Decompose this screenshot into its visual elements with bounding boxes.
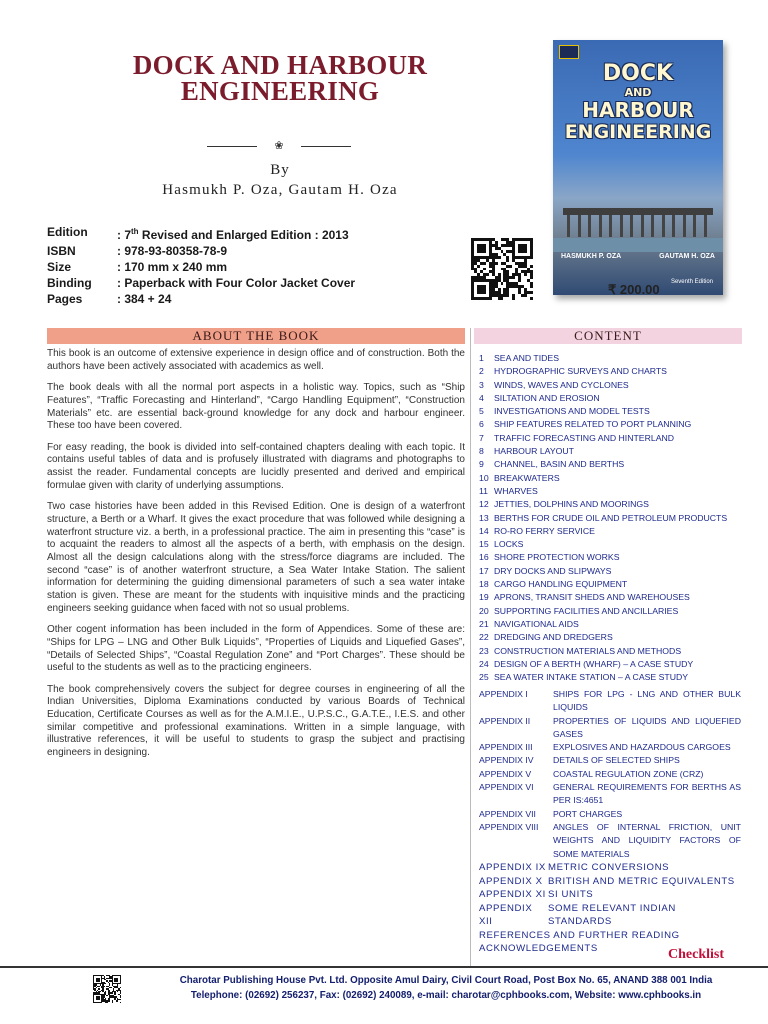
chapter-title: HARBOUR LAYOUT — [494, 446, 574, 457]
acknowledgements-item: ACKNOWLEDGEMENTS — [479, 943, 598, 954]
chapter-title: JETTIES, DOLPHINS AND MOORINGS — [494, 499, 649, 510]
chapter-title: BREAKWATERS — [494, 472, 560, 483]
authors: Hasmukh P. Oza, Gautam H. Oza — [162, 182, 398, 198]
appendix-item — [479, 821, 741, 861]
chapter-number: 5 — [479, 406, 484, 417]
appendix-number: APPENDIX III — [479, 742, 533, 753]
chapter-number: 11 — [479, 485, 489, 496]
chapter-item — [479, 591, 741, 604]
chapter-number: 6 — [479, 419, 484, 430]
appendix-number: APPENDIX II — [479, 715, 531, 726]
cover-edition: Seventh Edition — [670, 279, 713, 285]
ornament-rule-right — [301, 146, 351, 147]
appendix-title: SHIPS FOR LPG - LNG AND OTHER BULK LIQUIDS — [553, 689, 741, 713]
appendix-item — [479, 781, 741, 808]
chapter-number: 3 — [479, 379, 484, 390]
qr-code-icon[interactable] — [471, 238, 533, 300]
detail-pages — [47, 291, 467, 307]
appendix-title: ANGLES OF INTERNAL FRICTION, UNIT WEIGHTS AND LIQUIDITY FACTORS OF SOME MATERIALS — [553, 821, 741, 859]
appendix-list — [479, 688, 741, 861]
size-label: Size — [47, 260, 72, 274]
appendix-item — [479, 688, 741, 715]
chapter-title: CHANNEL, BASIN AND BERTHS — [494, 459, 625, 470]
chapter-item — [479, 512, 741, 525]
chapter-title: SEA AND TIDES — [494, 353, 560, 363]
appendix-number: APPENDIX IX — [479, 862, 546, 873]
book-title — [60, 52, 500, 104]
publisher-logo-icon — [559, 45, 579, 59]
appendix-title: METRIC CONVERSIONS — [548, 862, 670, 873]
footer-rule — [0, 966, 768, 968]
chapter-item — [479, 472, 741, 485]
size-value: : 170 mm x 240 mm — [117, 260, 228, 274]
appendix-item — [479, 754, 741, 767]
cover-author-1: HASMUKH P. OZA — [561, 253, 622, 260]
appendix-list-2 — [479, 861, 741, 956]
chapter-item — [479, 605, 741, 618]
chapter-title: WINDS, WAVES AND CYCLONES — [494, 379, 629, 390]
chapter-number: 2 — [479, 366, 484, 377]
chapter-number: 14 — [479, 525, 489, 536]
by-label: By — [270, 162, 290, 178]
chapter-number: 22 — [479, 632, 489, 643]
appendix-title: EXPLOSIVES AND HAZARDOUS CARGOES — [553, 742, 731, 753]
chapter-number: 23 — [479, 645, 489, 656]
appendix-item — [479, 902, 741, 929]
appendix-number: APPENDIX I — [479, 689, 528, 699]
appendix-item — [479, 875, 741, 889]
about-paragraph: The book comprehensively covers the subject for degree courses in engineering of all the Indian Universities, Diploma Examinations conducted by various Boards of Technical Education, Certificate Courses as well as for the A.M.I.E., U.P.S.C., G.A.T.E., I.E.S. and other similar competitive and professional examinations. Written in a simple language, with illustrative references, it will be useful to students to grasp the subject and practising engineers in designing. — [47, 683, 465, 759]
chapter-item — [479, 618, 741, 631]
chapter-title: RO-RO FERRY SERVICE — [494, 525, 595, 536]
chapter-number: 13 — [479, 512, 489, 523]
appendix-title: PROPERTIES OF LIQUIDS AND LIQUEFIED GASES — [553, 715, 741, 739]
appendix-number: APPENDIX XI — [479, 889, 546, 900]
chapter-item — [479, 578, 741, 591]
references-item: REFERENCES AND FURTHER READING — [479, 929, 680, 941]
appendix-number: APPENDIX V — [479, 768, 532, 779]
publisher-address: Charotar Publishing House Pvt. Ltd. Opposite Amul Dairy, Civil Court Road, Post Box No. 65, ANAND 388 001 India — [179, 975, 713, 986]
appendix-title: SI UNITS — [548, 889, 594, 900]
title-line-2: ENGINEERING — [180, 76, 380, 106]
chapter-list — [479, 352, 741, 684]
chapter-item — [479, 565, 741, 578]
chapter-item — [479, 365, 741, 378]
detail-size — [47, 259, 467, 275]
chapter-title: CARGO HANDLING EQUIPMENT — [494, 579, 628, 590]
chapter-number: 4 — [479, 392, 484, 403]
chapter-title: NAVIGATIONAL AIDS — [494, 618, 579, 629]
ornament-rule-left — [207, 146, 257, 147]
chapter-item — [479, 392, 741, 405]
edition-label: Edition — [47, 225, 88, 239]
chapter-title: CONSTRUCTION MATERIALS AND METHODS — [494, 645, 682, 656]
chapter-item — [479, 525, 741, 538]
chapter-item — [479, 538, 741, 551]
about-paragraph: This book is an outcome of extensive experience in design office and of construction. Both the authors have been actively associated with academics as well. — [47, 348, 465, 372]
chapter-title: SILTATION AND EROSION — [494, 392, 600, 403]
chapter-title: LOCKS — [494, 539, 524, 550]
appendix-number: APPENDIX XII — [479, 902, 533, 927]
book-details — [47, 224, 467, 307]
about-text — [47, 348, 465, 769]
appendix-title: DETAILS OF SELECTED SHIPS — [553, 755, 680, 766]
chapter-title: DRY DOCKS AND SLIPWAYS — [494, 565, 612, 576]
isbn-label: ISBN — [47, 244, 76, 258]
appendix-title: BRITISH AND METRIC EQUIVALENTS — [548, 875, 735, 887]
chapter-item — [479, 352, 741, 365]
chapter-title: WHARVES — [494, 485, 538, 496]
chapter-item — [479, 485, 741, 498]
chapter-title: APRONS, TRANSIT SHEDS AND WAREHOUSES — [494, 592, 690, 603]
appendix-number: APPENDIX VIII — [479, 821, 539, 832]
chapter-number: 25 — [479, 672, 489, 683]
appendix-item — [479, 888, 741, 902]
chapter-item — [479, 551, 741, 564]
appendix-number: APPENDIX X — [479, 875, 543, 887]
chapter-item — [479, 445, 741, 458]
chapter-number: 18 — [479, 579, 489, 590]
water-illustration — [553, 238, 723, 252]
chapter-item — [479, 645, 741, 658]
chapter-number: 1 — [479, 353, 484, 363]
chapter-title: SHORE PROTECTION WORKS — [494, 552, 620, 563]
chapter-number: 16 — [479, 552, 489, 563]
detail-binding — [47, 275, 467, 291]
appendix-item — [479, 861, 741, 875]
publisher-contact: Telephone: (02692) 256237, Fax: (02692) 240089, e-mail: charotar@cphbooks.com, Website: www.cphbooks.in — [190, 990, 702, 1001]
isbn-value: : 978-93-80358-78-9 — [117, 244, 228, 258]
chapter-title: BERTHS FOR CRUDE OIL AND PETROLEUM PRODUCTS — [494, 512, 728, 523]
cover-title: DOCK AND HARBOUR ENGINEERING — [564, 61, 712, 143]
chapter-number: 19 — [479, 592, 489, 603]
about-paragraph: Other cogent information has been included in the form of Appendices. Some of these are: “Ships for LPG – LNG and Other Bulk Liquids”, “Properties of Liquids and Liquefied Gases”, “Details of Selected Ships”, “Coastal Regulation Zone” and “Port Charges”. These should be useful to the students as well as to the practicing engineers. — [47, 624, 465, 674]
chapter-number: 12 — [479, 499, 489, 510]
appendix-title: PORT CHARGES — [553, 808, 623, 819]
title-ornament — [207, 138, 351, 154]
checklist-link[interactable]: Checklist — [668, 947, 724, 962]
column-divider — [470, 328, 471, 966]
about-paragraph: Two case histories have been added in this Revised Edition. One is design of a waterfront structure, a Berth or a Wharf. It gives the exact procedure that was followed while designing a waterfront structure viz. a berth, in a professional practice. The aim in presenting this “case” is to acquaint the readers to almost all the aspects of a berth, with emphasis on the design. Almost all the design calculations along with the stress/force diagrams are included. The second “case” is of another waterfront structure, a Sea Water Intake Station. The salient information for determining the guiding dimensional parameters of such a sea water intake station is given. These are meant for the students with inquisitive minds and the practicing engineers seeking guidance when faced with not so usual problems. — [47, 501, 465, 614]
pages-label: Pages — [47, 292, 83, 306]
appendix-item — [479, 808, 741, 821]
chapter-title: INVESTIGATIONS AND MODEL TESTS — [494, 406, 650, 417]
appendix-title: COASTAL REGULATION ZONE (CRZ) — [553, 768, 704, 779]
binding-value: : Paperback with Four Color Jacket Cover — [117, 276, 356, 290]
chapter-number: 7 — [479, 432, 484, 443]
chapter-title: HYDROGRAPHIC SURVEYS AND CHARTS — [494, 366, 667, 377]
footer-qr-code-icon[interactable] — [93, 975, 121, 1003]
appendix-title: SOME RELEVANT INDIAN STANDARDS — [548, 902, 676, 927]
chapter-number: 20 — [479, 605, 489, 616]
chapter-title: DREDGING AND DREDGERS — [494, 632, 613, 643]
cover-authors — [553, 253, 723, 260]
edition-value: : 7th Revised and Enlarged Edition : 2013 — [117, 227, 349, 242]
chapter-number: 10 — [479, 472, 489, 483]
cover-author-2: GAUTAM H. OZA — [659, 253, 715, 260]
about-paragraph: For easy reading, the book is divided into self-contained chapters dealing with each topic. It contains useful tables of data and is profusely illustrated with diagrams and photographs to assist the reader. Fundamental concepts are lucidly presented and derived and empirical formulae given with clarity of underlying assumptions. — [47, 441, 465, 491]
appendix-number: APPENDIX IV — [479, 755, 534, 766]
chapter-number: 8 — [479, 446, 484, 457]
appendix-item — [479, 715, 741, 742]
appendix-number: APPENDIX VI — [479, 782, 534, 793]
chapter-title: SEA WATER INTAKE STATION – A CASE STUDY — [494, 672, 689, 683]
appendix-item — [479, 741, 741, 754]
binding-label: Binding — [47, 276, 92, 290]
content-header: CONTENT — [474, 328, 742, 344]
book-cover-image — [553, 40, 723, 295]
detail-edition — [47, 224, 467, 243]
chapter-item — [479, 671, 741, 684]
title-line-1: DOCK AND HARBOUR — [132, 50, 428, 80]
detail-isbn — [47, 243, 467, 259]
chapter-item — [479, 458, 741, 471]
chapter-number: 17 — [479, 565, 489, 576]
appendix-title: GENERAL REQUIREMENTS FOR BERTHS AS PER IS:4651 — [553, 782, 741, 806]
chapter-number: 9 — [479, 459, 484, 470]
pages-value: : 384 + 24 — [117, 292, 172, 306]
chapter-number: 15 — [479, 539, 489, 550]
about-paragraph: The book deals with all the normal port aspects in a holistic way. Topics, such as “Ship Features”, “Traffic Forecasting and Hinterland”, “Cargo Handling Equipment”, “Construction Materials” etc. are essential back-ground knowledge for any dock and harbour engineer. These too have been covered. — [47, 382, 465, 432]
price: ₹ 200.00 — [608, 282, 660, 297]
chapter-item — [479, 405, 741, 418]
chapter-title: DESIGN OF A BERTH (WHARF) – A CASE STUDY — [494, 658, 694, 669]
chapter-number: 24 — [479, 658, 489, 669]
flower-icon: ❀ — [274, 139, 284, 152]
pier-illustration — [563, 208, 713, 238]
about-header: ABOUT THE BOOK — [47, 328, 465, 344]
chapter-item — [479, 658, 741, 671]
appendix-number: APPENDIX VII — [479, 808, 536, 819]
chapter-title: TRAFFIC FORECASTING AND HINTERLAND — [494, 432, 675, 443]
appendix-item — [479, 768, 741, 781]
chapter-item — [479, 498, 741, 511]
chapter-item — [479, 432, 741, 445]
chapter-item — [479, 418, 741, 431]
chapter-title: SHIP FEATURES RELATED TO PORT PLANNING — [494, 419, 692, 430]
chapter-number: 21 — [479, 618, 489, 629]
chapter-item — [479, 379, 741, 392]
chapter-item — [479, 631, 741, 644]
chapter-title: SUPPORTING FACILITIES AND ANCILLARIES — [494, 605, 679, 616]
